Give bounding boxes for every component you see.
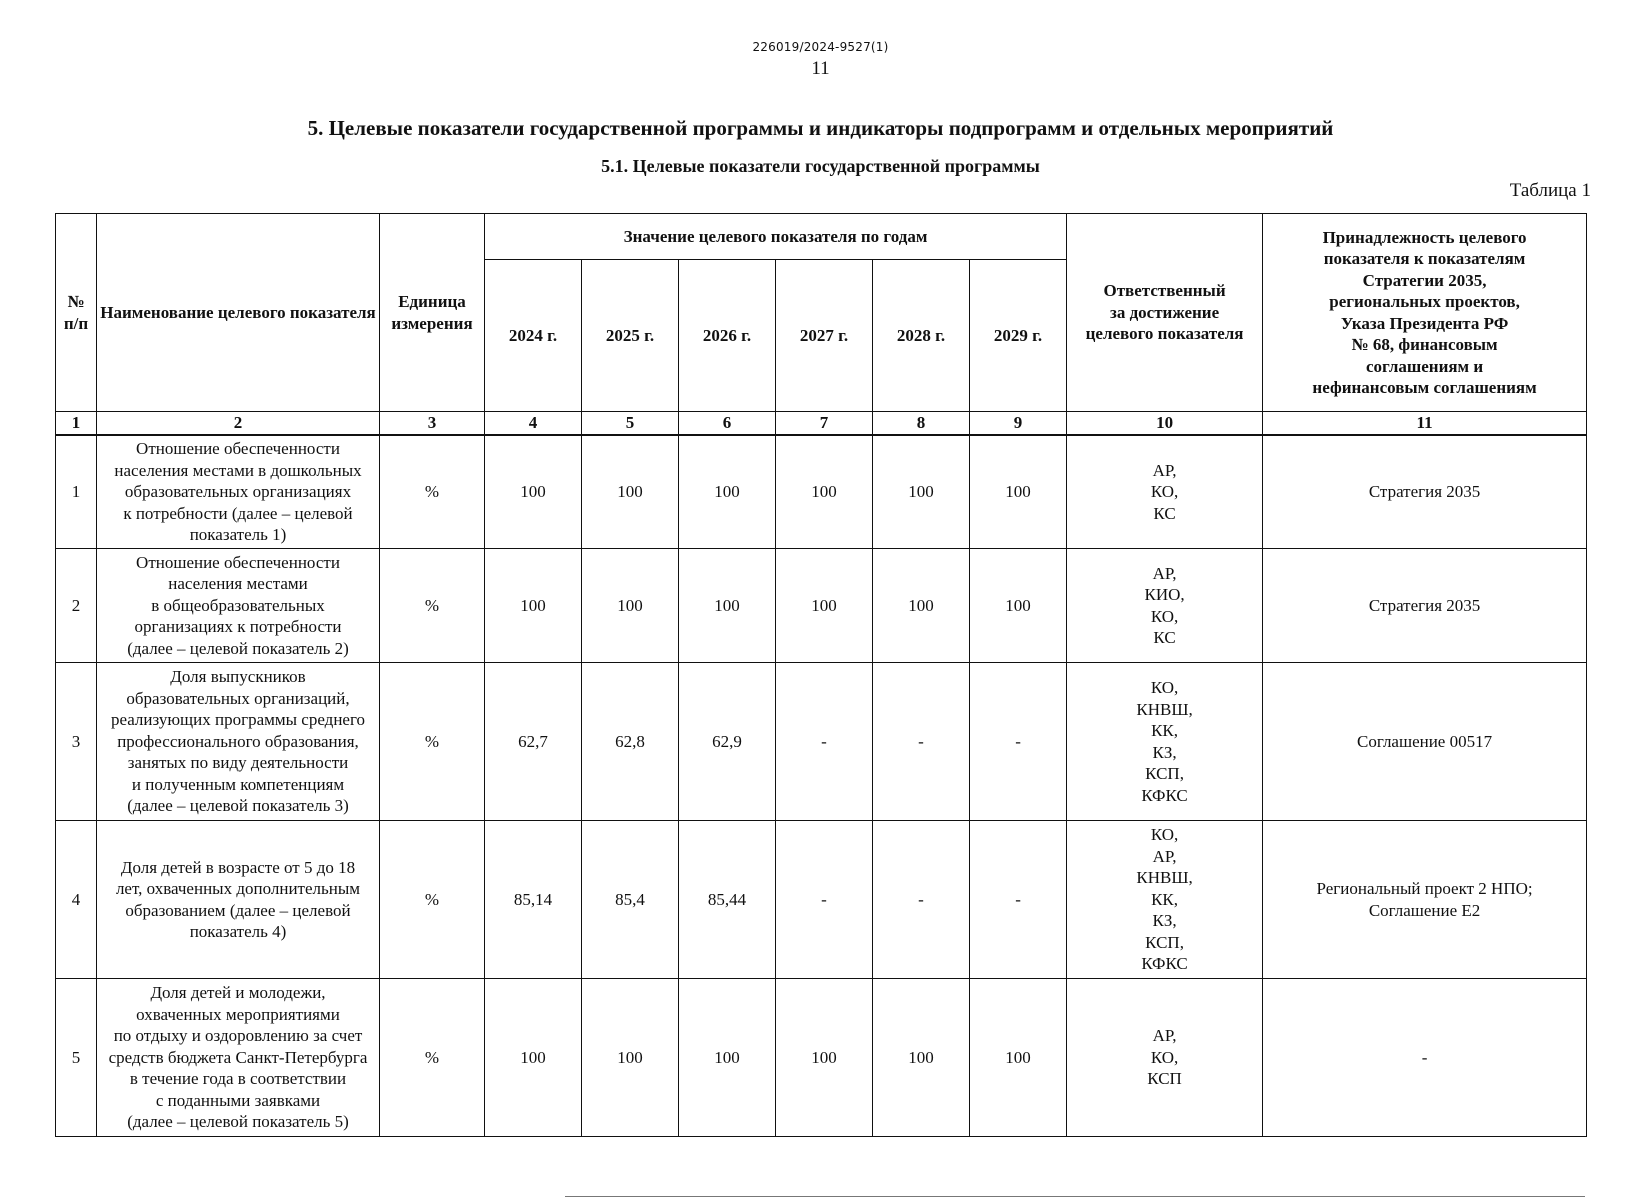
value-2028: 100 [873,435,970,549]
affiliation: Соглашение 00517 [1263,663,1587,821]
table-row [56,435,1587,549]
page-bottom-rule [565,1196,1585,1197]
col-header-year-2025: 2025 г. [582,260,679,412]
col-header-year-2024: 2024 г. [485,260,582,412]
row-num: 4 [56,821,97,979]
value-2026: 100 [679,435,776,549]
responsible: АР, КИО, КО, КС [1067,549,1263,663]
value-2028: 100 [873,979,970,1137]
col-number: 2 [97,412,380,435]
value-2027: 100 [776,549,873,663]
value-2029: 100 [970,435,1067,549]
unit: % [380,663,485,821]
value-2024: 100 [485,435,582,549]
value-2027: - [776,821,873,979]
indicator-name: Отношение обеспеченности населения местами в общеобразовательных организациях к потребности (далее – целевой показатель 2) [97,549,380,663]
table-row [56,663,1587,821]
value-2025: 100 [582,435,679,549]
value-2026: 100 [679,549,776,663]
row-num: 3 [56,663,97,821]
indicator-name: Доля детей и молодежи, охваченных мероприятиями по отдыху и оздоровлению за счет средств бюджета Санкт-Петербурга в течение года в соответствии с поданными заявками (далее – целевой показатель 5) [97,979,380,1137]
col-header-affiliation: Принадлежность целевого показателя к показателям Стратегии 2035, региональных проектов, Указа Президента РФ № 68, финансовым соглашениям и нефинансовым соглашениям [1263,214,1587,412]
table-row [56,979,1587,1137]
registration-number: 226019/2024-9527(1) [752,40,889,54]
responsible: КО, АР, КНВШ, КК, КЗ, КСП, КФКС [1067,821,1263,979]
col-number: 3 [380,412,485,435]
row-num: 1 [56,435,97,549]
col-number: 9 [970,412,1067,435]
value-2027: 100 [776,435,873,549]
unit: % [380,435,485,549]
page-number: 11 [811,58,830,79]
value-2026: 62,9 [679,663,776,821]
col-header-unit: Единица измерения [380,214,485,412]
indicator-name: Отношение обеспеченности населения местами в дошкольных образовательных организациях к потребности (далее – целевой показатель 1) [97,435,380,549]
value-2024: 62,7 [485,663,582,821]
value-2024: 100 [485,549,582,663]
subsection-title: 5.1. Целевые показатели государственной программы [601,156,1040,176]
value-2026: 100 [679,979,776,1137]
value-2028: - [873,663,970,821]
col-header-responsible: Ответственный за достижение целевого показателя [1067,214,1263,412]
col-header-num: № п/п [56,214,97,412]
value-2027: - [776,663,873,821]
affiliation: Региональный проект 2 НПО; Соглашение Е2 [1263,821,1587,979]
unit: % [380,549,485,663]
responsible: АР, КО, КС [1067,435,1263,549]
col-number: 7 [776,412,873,435]
table-row [56,549,1587,663]
value-2025: 100 [582,979,679,1137]
value-2029: - [970,821,1067,979]
col-header-year-2027: 2027 г. [776,260,873,412]
col-header-year-2028: 2028 г. [873,260,970,412]
column-number-row [56,412,1587,435]
affiliation: Стратегия 2035 [1263,549,1587,663]
col-header-name: Наименование целевого показателя [97,214,380,412]
col-number: 11 [1263,412,1587,435]
col-number: 4 [485,412,582,435]
affiliation: Стратегия 2035 [1263,435,1587,549]
table-row [56,821,1587,979]
row-num: 2 [56,549,97,663]
target-indicators-table [55,213,1587,1137]
value-2028: - [873,821,970,979]
indicator-name: Доля выпускников образовательных организаций, реализующих программы среднего профессионального образования, занятых по виду деятельности и полученным компетенциям (далее – целевой показатель 3) [97,663,380,821]
section-title: 5. Целевые показатели государственной программы и индикаторы подпрограмм и отдельных мероприятий [307,116,1334,140]
row-num: 5 [56,979,97,1137]
value-2024: 85,14 [485,821,582,979]
responsible: АР, КО, КСП [1067,979,1263,1137]
unit: % [380,979,485,1137]
table-label: Таблица 1 [1509,180,1591,201]
value-2026: 85,44 [679,821,776,979]
indicator-name: Доля детей в возрасте от 5 до 18 лет, охваченных дополнительным образованием (далее – целевой показатель 4) [97,821,380,979]
col-number: 8 [873,412,970,435]
value-2029: 100 [970,979,1067,1137]
value-2027: 100 [776,979,873,1137]
value-2029: - [970,663,1067,821]
unit: % [380,821,485,979]
value-2028: 100 [873,549,970,663]
value-2025: 85,4 [582,821,679,979]
value-2025: 100 [582,549,679,663]
col-number: 5 [582,412,679,435]
col-number: 6 [679,412,776,435]
col-header-year-2029: 2029 г. [970,260,1067,412]
col-header-year-2026: 2026 г. [679,260,776,412]
col-number: 1 [56,412,97,435]
col-header-years-group: Значение целевого показателя по годам [485,214,1067,260]
responsible: КО, КНВШ, КК, КЗ, КСП, КФКС [1067,663,1263,821]
affiliation: - [1263,979,1587,1137]
value-2024: 100 [485,979,582,1137]
value-2025: 62,8 [582,663,679,821]
col-number: 10 [1067,412,1263,435]
value-2029: 100 [970,549,1067,663]
